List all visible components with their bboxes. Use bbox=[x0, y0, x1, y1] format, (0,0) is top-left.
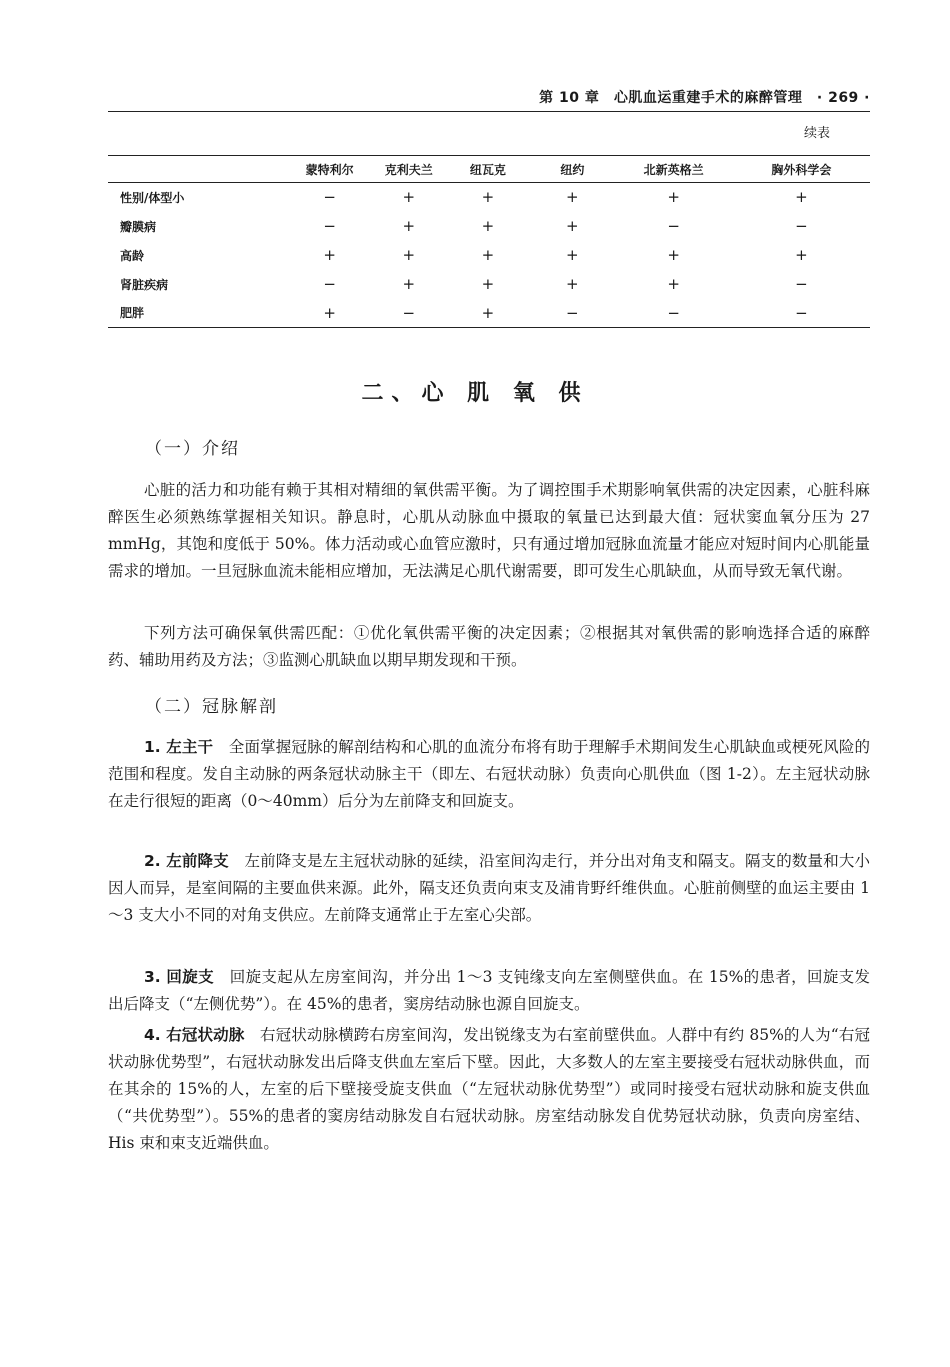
item-text: 回旋支起从左房室间沟，并分出 1～3 支钝缘支向左室侧壁供血。在 15%的患者，回旋支发出后降支（“左侧优势”）。在 45%的患者，窦房结动脉也源自回旋支。 bbox=[108, 968, 870, 1013]
table-row bbox=[108, 212, 870, 241]
table-header-row bbox=[108, 156, 870, 183]
running-header: 第 10 章 心肌血运重建手术的麻醉管理 · 269 · bbox=[539, 90, 870, 106]
table-cell: + bbox=[667, 275, 680, 293]
table-cell: + bbox=[795, 246, 808, 264]
table-cell: − bbox=[323, 188, 336, 207]
table-header-cell: 北新英格兰 bbox=[643, 162, 704, 177]
table-cell: − bbox=[566, 303, 579, 322]
table-row bbox=[108, 241, 870, 270]
table-cell: + bbox=[566, 275, 579, 293]
table-row bbox=[108, 299, 870, 328]
table-header-cell: 纽瓦克 bbox=[469, 162, 506, 177]
paragraph-circumflex bbox=[108, 964, 870, 1018]
table-header-cell: 纽约 bbox=[560, 162, 585, 177]
item-heading: 2. 左前降支 bbox=[144, 852, 229, 870]
item-heading: 3. 回旋支 bbox=[144, 968, 214, 986]
table-cell: − bbox=[667, 217, 680, 235]
table-cell: + bbox=[566, 217, 579, 235]
table-cell: − bbox=[795, 217, 808, 235]
table-cell: − bbox=[667, 303, 680, 322]
table-cell: + bbox=[566, 246, 579, 264]
table-header-cell: 蒙特利尔 bbox=[305, 162, 354, 177]
subsection-heading-intro: （一）介绍 bbox=[145, 439, 240, 459]
table-cell: − bbox=[795, 303, 808, 322]
item-text: 全面掌握冠脉的解剖结构和心肌的血流分布将有助于理解手术期间发生心肌缺血或梗死风险的范围和程度。发自主动脉的两条冠状动脉主干（即左、右冠状动脉）负责向心肌供血（图 1-2）。左主冠状动脉在走行很短的距离（0～40mm）后分为左前降支和回旋支。 bbox=[108, 738, 870, 810]
row-label: 瓣膜病 bbox=[120, 219, 157, 234]
table-cell: − bbox=[323, 275, 336, 293]
table-header-cell: 胸外科学会 bbox=[771, 162, 832, 177]
table-cell: + bbox=[667, 188, 680, 207]
table-cell: + bbox=[566, 188, 579, 207]
table-cell: + bbox=[795, 188, 808, 207]
section-title: 二、心 肌 氧 供 bbox=[361, 381, 589, 406]
item-text: 右冠状动脉横跨右房室间沟，发出锐缘支为右室前壁供血。人群中有约 85%的人为“右冠状动脉优势型”，右冠状动脉发出后降支供血左室后下壁。因此，大多数人的左室主要接受右冠状动脉供血，而在其余的 15%的人，左室的后下壁接受旋支供血（“左冠状动脉优势型”）或同时接受右冠状动脉和旋支供血（“共优势型”）。55%的患者的窦房结动脉发自右冠状动脉。房室结动脉发自优势冠状动脉，负责向房室结、His 束和束支近端供血。 bbox=[108, 1026, 870, 1152]
table-cell: + bbox=[481, 275, 495, 293]
table-cell: − bbox=[795, 275, 808, 293]
table-cell: + bbox=[323, 303, 336, 322]
subsection-heading-anatomy: （二）冠脉解剖 bbox=[145, 697, 278, 717]
table-cell: + bbox=[481, 217, 495, 235]
table-cell: + bbox=[481, 246, 495, 264]
item-text: 左前降支是左主冠状动脉的延续，沿室间沟走行，并分出对角支和隔支。隔支的数量和大小因人而异，是室间隔的主要血供来源。此外，隔支还负责向束支及浦肯野纤维供血。心脏前侧壁的血运主要由 1～3 支大小不同的对角支供应。左前降支通常止于左室心尖部。 bbox=[108, 852, 870, 924]
paragraph-left-main bbox=[108, 734, 870, 815]
paragraph-methods: 下列方法可确保氧供需匹配：①优化氧供需平衡的决定因素；②根据其对氧供需的影响选择合适的麻醉药、辅助用药及方法；③监测心肌缺血以期早期发现和干预。 bbox=[108, 624, 870, 669]
item-heading: 4. 右冠状动脉 bbox=[144, 1026, 245, 1044]
table-row bbox=[108, 183, 870, 212]
table-header-cell: 克利夫兰 bbox=[384, 162, 433, 177]
header-rule bbox=[108, 111, 870, 112]
row-label: 肥胖 bbox=[120, 306, 145, 321]
row-label: 性别/体型小 bbox=[120, 190, 185, 205]
table-cell: + bbox=[402, 275, 416, 293]
table-cell: + bbox=[402, 217, 416, 235]
row-label: 高龄 bbox=[120, 248, 145, 263]
table-header-cell bbox=[108, 156, 287, 183]
table-continuation-label: 续表 bbox=[803, 126, 830, 141]
table-cell: + bbox=[481, 188, 495, 207]
table-cell: + bbox=[402, 188, 416, 207]
table-cell: − bbox=[402, 303, 416, 322]
risk-factor-table bbox=[108, 155, 870, 328]
table-cell: + bbox=[481, 303, 495, 322]
paragraph-intro: 心脏的活力和功能有赖于其相对精细的氧供需平衡。为了调控围手术期影响氧供需的决定因素，心脏科麻醉医生必须熟练掌握相关知识。静息时，心肌从动脉血中摄取的氧量已达到最大值：冠状窦血氧分压为 27 mmHg，其饱和度低于 50%。体力活动或心血管应激时，只有通过增加冠脉血流量才能应对短时间内心肌能量需求的增加。一旦冠脉血流未能相应增加，无法满足心肌代谢需要，即可发生心肌缺血，从而导致无氧代谢。 bbox=[108, 481, 870, 580]
paragraph-rca bbox=[108, 1022, 870, 1157]
table-cell: + bbox=[402, 246, 416, 264]
table-row bbox=[108, 270, 870, 299]
table-cell: + bbox=[667, 246, 680, 264]
table-cell: − bbox=[323, 217, 336, 235]
table-cell: + bbox=[323, 246, 336, 264]
paragraph-lad bbox=[108, 848, 870, 929]
row-label: 肾脏疾病 bbox=[120, 277, 169, 292]
item-heading: 1. 左主干 bbox=[144, 738, 214, 756]
